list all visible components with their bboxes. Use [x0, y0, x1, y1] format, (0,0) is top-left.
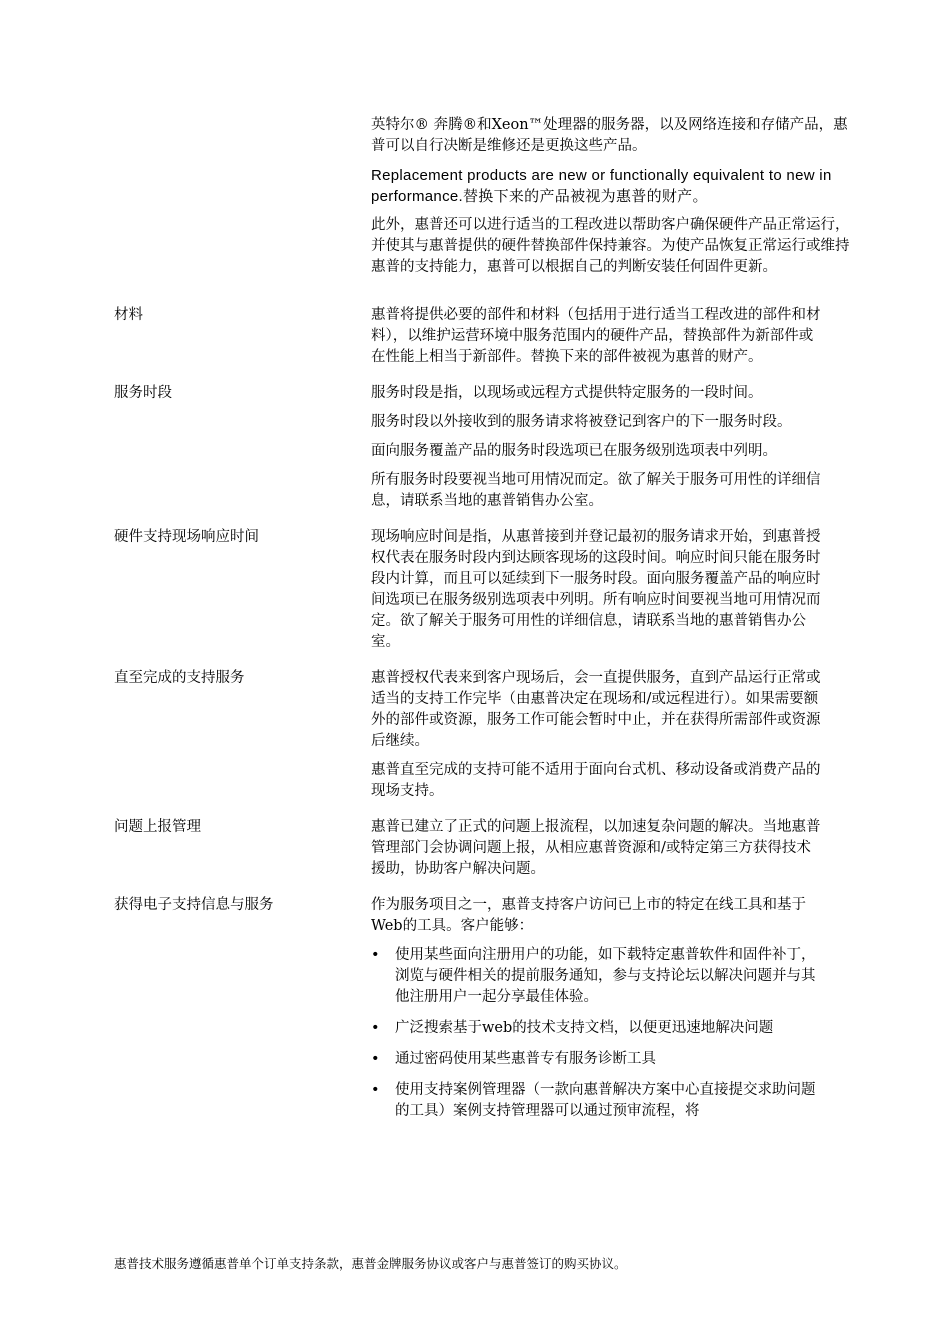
- section-row-call-to-repair: [114, 668, 854, 810]
- page-footer: 惠普技术服务遵循惠普单个订单支持条款，惠普金牌服务协议或客户与惠普签订的购买协议。: [114, 1256, 627, 1271]
- intro-block: [371, 115, 851, 286]
- section-description: [371, 383, 821, 520]
- list-item: [371, 1018, 821, 1039]
- section-term: 材料: [114, 307, 143, 323]
- intro-paragraph-en: Replacement products are new or functionally equivalent to new in performance.替换下来的产品被视为惠普的财产。: [371, 167, 832, 205]
- section-row-electronic-support: [114, 895, 854, 1132]
- section-row-service-window: [114, 383, 854, 520]
- section-paragraph: 作为服务项目之一，惠普支持客户访问已上市的特定在线工具和基于Web的工具。客户能够：: [371, 897, 806, 934]
- bullet-icon: •: [371, 1082, 380, 1098]
- section-term: 获得电子支持信息与服务: [114, 897, 274, 913]
- bullet-icon: •: [371, 1051, 380, 1067]
- list-item: [371, 945, 821, 1008]
- section-paragraph: 现场响应时间是指，从惠普接到并登记最初的服务请求开始，到惠普授权代表在服务时段内到达顾客现场的这段时间。响应时间只能在服务时段内计算，而且可以延续到下一服务时段。面向服务覆盖产品的响应时间选项已在服务级别选项表中列明。所有响应时间要视当地可用情况而定。欲了解关于服务可用性的详细信息，请联系当地的惠普销售办公室。: [371, 529, 821, 650]
- intro-paragraph: 此外，惠普还可以进行适当的工程改进以帮助客户确保硬件产品正常运行，并使其与惠普提供的硬件替换部件保持兼容。为使产品恢复正常运行或维持惠普的支持能力，惠普可以根据自己的判断安装任何固件更新。: [371, 217, 850, 275]
- section-paragraph: 惠普授权代表来到客户现场后，会一直提供服务，直到产品运行正常或适当的支持工作完毕（由惠普决定在现场和/或远程进行）。如果需要额外的部件或资源，服务工作可能会暂时中止，并在获得所需部件或资源后继续。: [371, 670, 821, 749]
- section-paragraph: 惠普将提供必要的部件和材料（包括用于进行适当工程改进的部件和材料），以维护运营环境中服务范围内的硬件产品，替换部件为新部件或在性能上相当于新部件。替换下来的部件被视为惠普的财产。: [371, 307, 821, 365]
- bullet-list: [371, 945, 821, 1122]
- intro-paragraph: 英特尔® 奔腾®和Xeon™处理器的服务器，以及网络连接和存储产品，惠普可以自行决断是维修还是更换这些产品。: [371, 117, 848, 154]
- list-item: [371, 1080, 821, 1122]
- section-description: [371, 817, 821, 888]
- section-description: [371, 527, 821, 661]
- section-term: 硬件支持现场响应时间: [114, 529, 259, 545]
- bullet-icon: •: [371, 947, 380, 963]
- list-item: [371, 1049, 821, 1070]
- section-description: [371, 895, 821, 1132]
- section-term: 直至完成的支持服务: [114, 670, 245, 686]
- section-term: 问题上报管理: [114, 819, 201, 835]
- section-row-escalation: [114, 817, 854, 888]
- section-paragraph: 面向服务覆盖产品的服务时段选项已在服务级别选项表中列明。: [371, 443, 777, 459]
- section-paragraph: 服务时段以外接收到的服务请求将被登记到客户的下一服务时段。: [371, 414, 792, 430]
- section-description: [371, 668, 821, 810]
- section-paragraph: 惠普已建立了正式的问题上报流程，以加速复杂问题的解决。当地惠普管理部门会协调问题上报，从相应惠普资源和/或特定第三方获得技术援助，协助客户解决问题。: [371, 819, 821, 877]
- section-row-onsite-response: [114, 527, 854, 661]
- list-item-text: 使用某些面向注册用户的功能，如下载特定惠普软件和固件补丁，浏览与硬件相关的提前服务通知，参与支持论坛以解决问题并与其他注册用户一起分享最佳体验。: [395, 947, 816, 1005]
- bullet-icon: •: [371, 1020, 380, 1036]
- section-description: [371, 305, 821, 376]
- list-item-text: 通过密码使用某些惠普专有服务诊断工具: [395, 1051, 656, 1067]
- section-paragraph: 服务时段是指，以现场或远程方式提供特定服务的一段时间。: [371, 385, 763, 401]
- section-paragraph: 惠普直至完成的支持可能不适用于面向台式机、移动设备或消费产品的现场支持。: [371, 762, 821, 799]
- list-item-text: 使用支持案例管理器（一款向惠普解决方案中心直接提交求助问题的工具）案例支持管理器可以通过预审流程，将: [395, 1082, 816, 1119]
- section-paragraph: 所有服务时段要视当地可用情况而定。欲了解关于服务可用性的详细信息，请联系当地的惠普销售办公室。: [371, 472, 821, 509]
- definition-table: [114, 305, 854, 1139]
- section-row-materials: [114, 305, 854, 376]
- section-term: 服务时段: [114, 385, 172, 401]
- list-item-text: 广泛搜索基于web的技术支持文档，以便更迅速地解决问题: [395, 1020, 774, 1036]
